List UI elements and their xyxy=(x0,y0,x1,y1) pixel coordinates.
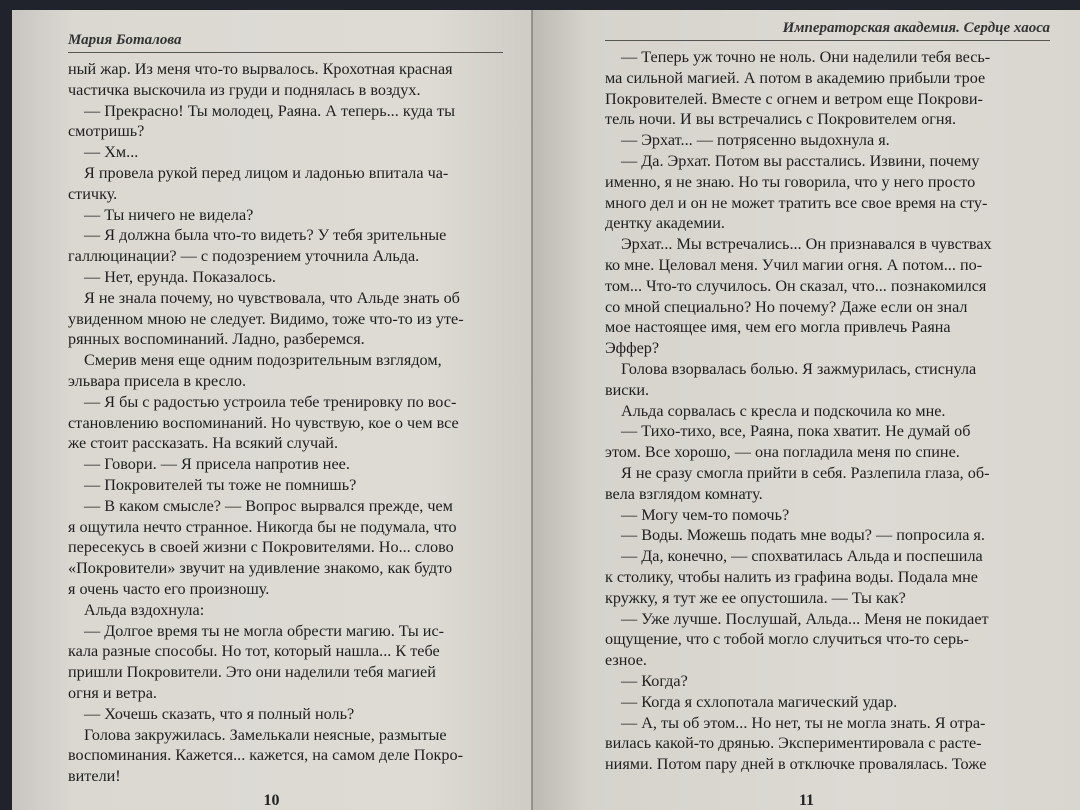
text-line: кружку, я тут же ее опустошила. — Ты как? xyxy=(605,588,906,607)
text-line: к столику, чтобы налить из графина воды. Подала мне xyxy=(605,567,978,586)
text-line: — Когда я схлопотала магический удар. xyxy=(621,692,898,711)
text-line: Альда сорвалась с кресла и подскочила ко мне. xyxy=(621,401,946,420)
text-line: — Хм... xyxy=(84,143,139,162)
text-line: — Когда? xyxy=(621,671,688,690)
text-line: становлению воспоминаний. Но чувствую, кое о чем все xyxy=(68,413,459,432)
text-line: Смерив меня еще одним подозрительным взглядом, xyxy=(84,351,442,370)
text-line: том... Что-то случилось. Он сказал, что... познакомился xyxy=(605,276,987,295)
text-line: воспоминания. Кажется... кажется, на самом деле Покро- xyxy=(68,746,463,765)
text-line: — Хочешь сказать, что я полный ноль? xyxy=(84,704,355,723)
text-line: много дел и он не может тратить все свое время на сту- xyxy=(605,193,988,212)
text-line: — Я должна была что-то видеть? У тебя зрительные xyxy=(84,226,447,245)
text-line: пришли Покровители. Это они наделили тебя магией xyxy=(68,663,436,682)
text-line: ный жар. Из меня что-то вырвалось. Крохотная красная xyxy=(68,60,453,78)
text-line: дентку академии. xyxy=(605,214,725,233)
text-line: пересекусь в своей жизни с Покровителями. Но... слово xyxy=(68,538,454,557)
text-line: Эрхат... Мы встречались... Он признавался в чувствах xyxy=(621,235,992,254)
right-page xyxy=(533,10,1080,810)
text-line: — Тихо-тихо, все, Раяна, пока хватит. Не думай об xyxy=(621,422,971,441)
text-line: эльвара присела в кресло. xyxy=(68,371,246,390)
text-line: Я не знала почему, но чувствовала, что Альде знать об xyxy=(84,288,460,307)
text-line: я ощутила нечто странное. Никогда бы не подумала, что xyxy=(68,517,457,536)
left-page-number: 10 xyxy=(263,792,280,809)
text-line: частичка выскочила из груди и поднялась в воздух. xyxy=(68,80,421,99)
text-line: — Я бы с радостью устроила тебе тренировку по вос- xyxy=(84,392,457,411)
text-line: — Нет, ерунда. Показалось. xyxy=(84,267,276,286)
text-line: — Эрхат... — потрясенно выдохнула я. xyxy=(621,131,890,150)
text-line: — Могу чем-то помочь? xyxy=(621,505,790,524)
text-line: — Говори. — Я присела напротив нее. xyxy=(84,455,350,474)
text-line: — Прекрасно! Ты молодец, Раяна. А теперь... куда ты xyxy=(84,101,455,120)
left-running-head: Мария Боталова xyxy=(68,32,503,53)
text-line: — В каком смысле? — Вопрос вырвался прежде, чем xyxy=(84,496,453,515)
text-line: езное. xyxy=(605,651,647,670)
text-line: — Покровителей ты тоже не помнишь? xyxy=(84,475,357,494)
text-line: — Ты ничего не видела? xyxy=(84,205,254,224)
text-line: галлюцинации? — с подозрением уточнила Альда. xyxy=(68,247,420,266)
text-line: вела взглядом комнату. xyxy=(605,484,763,503)
text-line: вилась какой-то дрянью. Экспериментировала с расте- xyxy=(605,734,982,753)
text-line: — Теперь уж точно не ноль. Они наделили тебя весь- xyxy=(621,48,991,66)
text-line: смотришь? xyxy=(68,122,145,141)
right-page-number: 11 xyxy=(798,792,815,809)
text-line: Альда вздохнула: xyxy=(84,600,205,619)
text-line: же стоит рассказать. На всякий случай. xyxy=(68,434,339,453)
text-line: огня и ветра. xyxy=(68,683,157,702)
right-page-text xyxy=(605,47,1050,775)
text-line: со мной специально? Но почему? Даже если он знал xyxy=(605,297,968,316)
text-line: — Да, конечно, — спохватилась Альда и поспешила xyxy=(621,547,983,566)
text-line: Голова взорвалась болью. Я зажмурилась, стиснула xyxy=(621,359,977,378)
text-line: тель ночи. И вы встречались с Покровителем огня. xyxy=(605,110,957,129)
text-line: ко мне. Целовал меня. Учил магии огня. А потом... по- xyxy=(605,255,983,274)
text-line: мое настоящее имя, чем его могла привлечь Раяна xyxy=(605,318,951,337)
text-line: Я не сразу смогла прийти в себя. Разлепила глаза, об- xyxy=(621,463,990,482)
text-line: — А, ты об этом... Но нет, ты не могла знать. Я отра- xyxy=(621,713,986,732)
text-line: рянных воспоминаний. Ладно, разберемся. xyxy=(68,330,365,349)
left-page xyxy=(12,10,531,810)
text-line: Я провела рукой перед лицом и ладонью впитала ча- xyxy=(84,163,449,182)
text-line: ниями. Потом пару дней в отключке провалялась. Тоже xyxy=(605,755,987,774)
text-line: увиденном мною не следует. Видимо, тоже что-то из утe- xyxy=(68,309,464,328)
text-line: — Воды. Можешь подать мне воды? — попросила я. xyxy=(621,526,985,545)
text-line: — Да. Эрхат. Потом вы расстались. Извини, почему xyxy=(621,151,980,170)
text-line: ма сильной магией. А потом в академию прибыли трое xyxy=(605,68,986,87)
text-line: Эффер? xyxy=(605,339,660,358)
text-line: именно, я не знаю. Но ты говорила, что у него просто xyxy=(605,172,976,191)
text-line: Покровителей. Вместе с огнем и ветром еще Покрови- xyxy=(605,89,983,108)
text-line: кала разные способы. Но тот, который нашла... К тебе xyxy=(68,642,440,661)
left-page-text xyxy=(68,59,503,787)
text-line: я очень часто его произношу. xyxy=(68,579,270,598)
text-line: виски. xyxy=(605,380,650,399)
text-line: «Покровители» звучит на удивление знакомо, как будто xyxy=(68,559,453,578)
text-line: вители! xyxy=(68,767,121,786)
text-line: Голова закружилась. Замелькали неясные, размытые xyxy=(84,725,447,744)
text-line: этом. Все хорошо, — она погладила меня по спине. xyxy=(605,443,960,462)
right-running-head: Императорская академия. Сердце хаоса xyxy=(605,20,1050,41)
text-line: — Долгое время ты не могла обрести магию. Ты ис- xyxy=(84,621,445,640)
text-line: — Уже лучше. Послушай, Альда... Меня не покидает xyxy=(621,609,989,628)
text-line: ощущение, что с тобой могло случиться что-то серь- xyxy=(605,630,969,649)
text-line: стичку. xyxy=(68,184,118,203)
